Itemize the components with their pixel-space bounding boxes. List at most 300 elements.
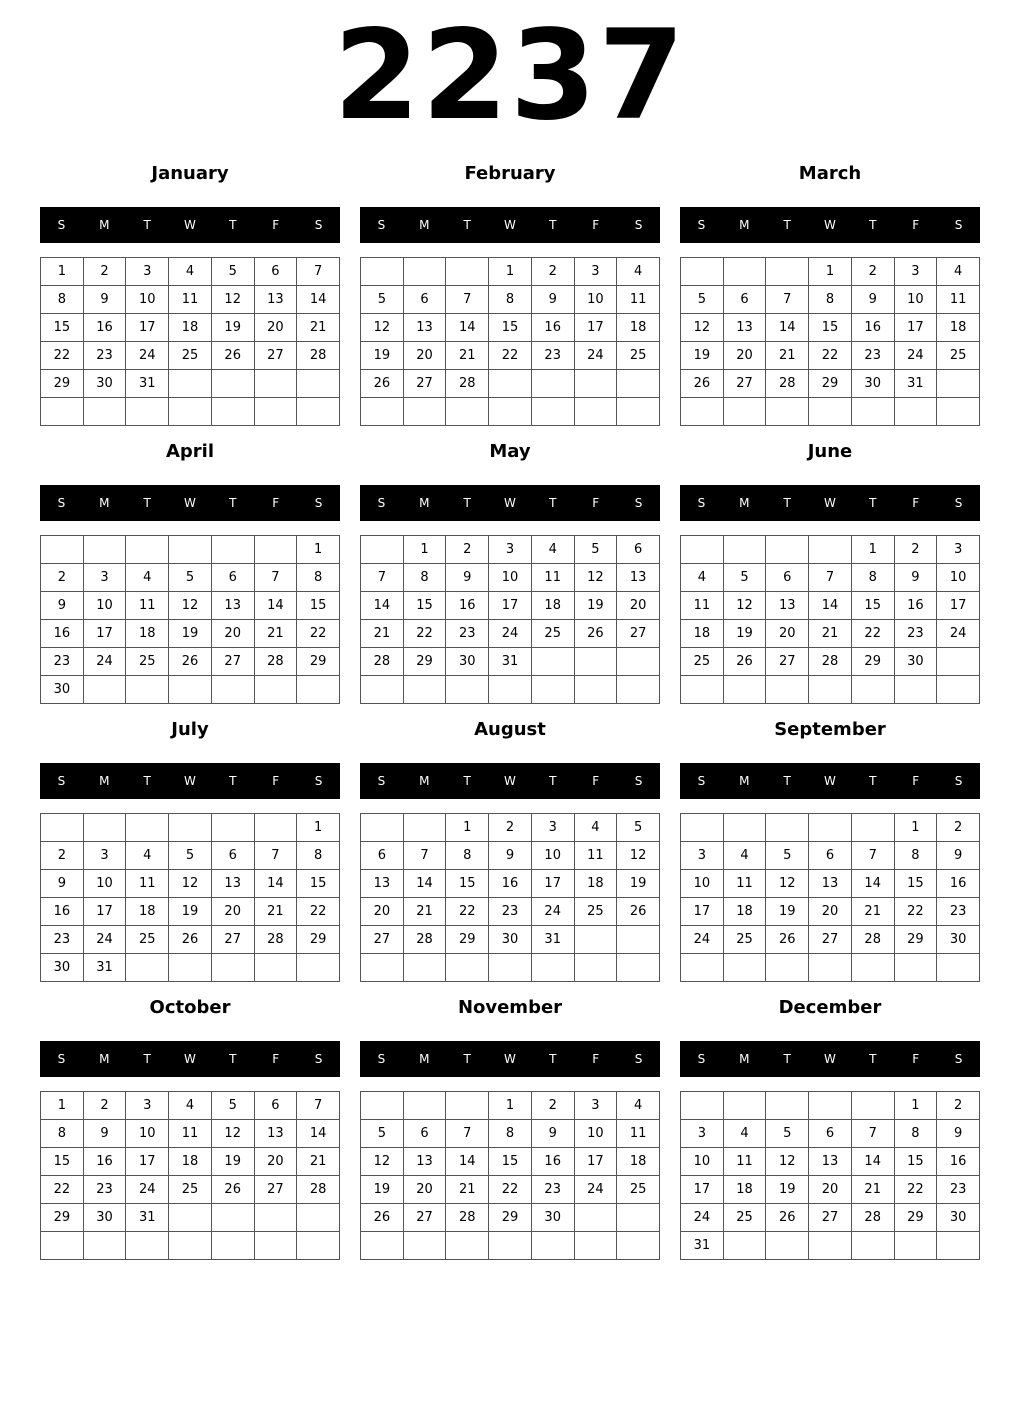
day-cell: 17 bbox=[84, 898, 127, 926]
year-title: 2237 bbox=[333, 4, 687, 148]
day-cell: 27 bbox=[404, 370, 447, 398]
day-cell: 7 bbox=[297, 1092, 340, 1120]
empty-cell bbox=[84, 536, 127, 564]
empty-cell bbox=[852, 1232, 895, 1260]
day-grid bbox=[40, 1091, 340, 1260]
weekday-label: T bbox=[549, 218, 557, 232]
weekday-label: S bbox=[697, 218, 706, 232]
day-cell: 13 bbox=[212, 870, 255, 898]
day-cell: 21 bbox=[852, 898, 895, 926]
weekday-label: W bbox=[824, 218, 836, 232]
day-cell: 5 bbox=[575, 536, 618, 564]
day-cell: 24 bbox=[84, 648, 127, 676]
month-june bbox=[680, 436, 980, 714]
weekday-label: F bbox=[272, 774, 280, 788]
weekday-label: F bbox=[272, 218, 280, 232]
month-march bbox=[680, 158, 980, 436]
weekday-label: T bbox=[143, 218, 151, 232]
day-cell: 2 bbox=[937, 1092, 980, 1120]
day-cell: 17 bbox=[895, 314, 938, 342]
day-cell: 1 bbox=[297, 814, 340, 842]
day-cell: 12 bbox=[617, 842, 660, 870]
day-cell: 7 bbox=[809, 564, 852, 592]
day-cell: 9 bbox=[532, 1120, 575, 1148]
day-cell: 21 bbox=[255, 898, 298, 926]
day-cell: 25 bbox=[724, 926, 767, 954]
month-name: December bbox=[778, 997, 882, 1018]
empty-cell bbox=[617, 1232, 660, 1260]
day-cell: 22 bbox=[41, 1176, 84, 1204]
empty-cell bbox=[766, 398, 809, 426]
day-cell: 29 bbox=[895, 1204, 938, 1232]
day-cell: 12 bbox=[766, 870, 809, 898]
empty-cell bbox=[297, 398, 340, 426]
day-cell: 8 bbox=[489, 1120, 532, 1148]
day-cell: 11 bbox=[724, 1148, 767, 1176]
day-cell: 17 bbox=[532, 870, 575, 898]
empty-cell bbox=[361, 954, 404, 982]
day-grid bbox=[360, 535, 660, 704]
day-cell: 24 bbox=[681, 1204, 724, 1232]
weekday-label: M bbox=[419, 218, 430, 232]
empty-cell bbox=[446, 1092, 489, 1120]
weekday-label: S bbox=[954, 218, 963, 232]
day-cell: 5 bbox=[724, 564, 767, 592]
empty-cell bbox=[169, 1204, 212, 1232]
day-cell: 3 bbox=[895, 258, 938, 286]
day-grid bbox=[360, 1091, 660, 1260]
weekday-label: W bbox=[184, 218, 196, 232]
day-cell: 14 bbox=[852, 1148, 895, 1176]
weekday-label: S bbox=[954, 774, 963, 788]
day-cell: 9 bbox=[937, 1120, 980, 1148]
day-cell: 10 bbox=[532, 842, 575, 870]
day-cell: 8 bbox=[895, 842, 938, 870]
empty-cell bbox=[126, 954, 169, 982]
day-cell: 13 bbox=[361, 870, 404, 898]
empty-cell bbox=[852, 1092, 895, 1120]
empty-cell bbox=[681, 536, 724, 564]
day-cell: 4 bbox=[617, 258, 660, 286]
day-cell: 12 bbox=[212, 286, 255, 314]
weekday-label: M bbox=[739, 774, 750, 788]
day-cell: 14 bbox=[446, 1148, 489, 1176]
empty-cell bbox=[446, 258, 489, 286]
day-grid bbox=[360, 257, 660, 426]
day-cell: 1 bbox=[489, 258, 532, 286]
day-cell: 2 bbox=[937, 814, 980, 842]
day-cell: 29 bbox=[41, 1204, 84, 1232]
day-grid bbox=[40, 257, 340, 426]
day-cell: 18 bbox=[169, 1148, 212, 1176]
day-cell: 9 bbox=[852, 286, 895, 314]
empty-cell bbox=[809, 1232, 852, 1260]
day-cell: 31 bbox=[489, 648, 532, 676]
day-cell: 8 bbox=[446, 842, 489, 870]
empty-cell bbox=[532, 648, 575, 676]
day-cell: 30 bbox=[446, 648, 489, 676]
day-cell: 28 bbox=[446, 1204, 489, 1232]
day-cell: 18 bbox=[724, 898, 767, 926]
day-cell: 29 bbox=[852, 648, 895, 676]
day-cell: 14 bbox=[766, 314, 809, 342]
day-cell: 16 bbox=[41, 620, 84, 648]
weekday-label: S bbox=[954, 496, 963, 510]
day-cell: 3 bbox=[84, 564, 127, 592]
weekday-label: S bbox=[377, 496, 386, 510]
day-cell: 25 bbox=[617, 1176, 660, 1204]
day-cell: 11 bbox=[681, 592, 724, 620]
weekday-header bbox=[680, 207, 980, 243]
empty-cell bbox=[361, 536, 404, 564]
day-cell: 22 bbox=[489, 1176, 532, 1204]
day-cell: 17 bbox=[681, 898, 724, 926]
day-cell: 20 bbox=[766, 620, 809, 648]
empty-cell bbox=[169, 398, 212, 426]
weekday-label: S bbox=[314, 1052, 323, 1066]
weekday-label: W bbox=[184, 496, 196, 510]
empty-cell bbox=[297, 1232, 340, 1260]
day-cell: 5 bbox=[361, 286, 404, 314]
day-cell: 5 bbox=[169, 842, 212, 870]
day-cell: 13 bbox=[404, 314, 447, 342]
month-name: September bbox=[774, 719, 886, 740]
empty-cell bbox=[212, 1204, 255, 1232]
empty-cell bbox=[681, 954, 724, 982]
empty-cell bbox=[724, 398, 767, 426]
day-cell: 26 bbox=[724, 648, 767, 676]
day-cell: 28 bbox=[297, 342, 340, 370]
day-cell: 7 bbox=[361, 564, 404, 592]
day-cell: 10 bbox=[681, 870, 724, 898]
day-cell: 16 bbox=[937, 870, 980, 898]
weekday-label: T bbox=[783, 218, 791, 232]
weekday-label: W bbox=[184, 774, 196, 788]
weekday-label: T bbox=[549, 774, 557, 788]
day-cell: 29 bbox=[489, 1204, 532, 1232]
day-cell: 6 bbox=[255, 1092, 298, 1120]
day-cell: 28 bbox=[361, 648, 404, 676]
empty-cell bbox=[297, 954, 340, 982]
day-cell: 23 bbox=[84, 1176, 127, 1204]
empty-cell bbox=[681, 1092, 724, 1120]
day-cell: 24 bbox=[126, 342, 169, 370]
day-cell: 18 bbox=[532, 592, 575, 620]
empty-cell bbox=[126, 536, 169, 564]
day-cell: 23 bbox=[446, 620, 489, 648]
weekday-label: T bbox=[783, 1052, 791, 1066]
day-cell: 26 bbox=[766, 1204, 809, 1232]
day-cell: 20 bbox=[809, 898, 852, 926]
day-cell: 8 bbox=[809, 286, 852, 314]
day-cell: 1 bbox=[297, 536, 340, 564]
weekday-label: T bbox=[463, 1052, 471, 1066]
empty-cell bbox=[297, 370, 340, 398]
weekday-label: S bbox=[697, 1052, 706, 1066]
weekday-label: T bbox=[549, 496, 557, 510]
empty-cell bbox=[575, 1232, 618, 1260]
day-cell: 19 bbox=[766, 1176, 809, 1204]
day-cell: 8 bbox=[297, 842, 340, 870]
weekday-label: F bbox=[912, 1052, 920, 1066]
day-cell: 3 bbox=[681, 1120, 724, 1148]
day-cell: 25 bbox=[169, 1176, 212, 1204]
day-cell: 3 bbox=[532, 814, 575, 842]
day-cell: 19 bbox=[617, 870, 660, 898]
day-cell: 26 bbox=[169, 926, 212, 954]
day-cell: 30 bbox=[532, 1204, 575, 1232]
weekday-header bbox=[680, 763, 980, 799]
day-cell: 4 bbox=[724, 1120, 767, 1148]
day-cell: 10 bbox=[126, 286, 169, 314]
empty-cell bbox=[297, 676, 340, 704]
weekday-label: M bbox=[419, 496, 430, 510]
empty-cell bbox=[255, 370, 298, 398]
empty-cell bbox=[766, 676, 809, 704]
empty-cell bbox=[852, 954, 895, 982]
weekday-label: T bbox=[229, 218, 237, 232]
day-cell: 11 bbox=[937, 286, 980, 314]
day-cell: 15 bbox=[809, 314, 852, 342]
day-cell: 5 bbox=[681, 286, 724, 314]
empty-cell bbox=[169, 370, 212, 398]
day-cell: 2 bbox=[446, 536, 489, 564]
empty-cell bbox=[617, 954, 660, 982]
empty-cell bbox=[766, 814, 809, 842]
empty-cell bbox=[766, 258, 809, 286]
day-cell: 14 bbox=[255, 592, 298, 620]
empty-cell bbox=[575, 398, 618, 426]
empty-cell bbox=[489, 370, 532, 398]
day-cell: 13 bbox=[809, 870, 852, 898]
day-cell: 23 bbox=[489, 898, 532, 926]
weekday-label: S bbox=[634, 1052, 643, 1066]
weekday-label: F bbox=[592, 218, 600, 232]
weekday-label: T bbox=[229, 774, 237, 788]
day-cell: 30 bbox=[937, 1204, 980, 1232]
day-cell: 20 bbox=[617, 592, 660, 620]
weekday-label: S bbox=[697, 496, 706, 510]
empty-cell bbox=[532, 676, 575, 704]
weekday-header bbox=[680, 1041, 980, 1077]
day-cell: 23 bbox=[532, 1176, 575, 1204]
day-cell: 16 bbox=[895, 592, 938, 620]
day-grid bbox=[680, 535, 980, 704]
day-cell: 2 bbox=[532, 1092, 575, 1120]
day-cell: 27 bbox=[404, 1204, 447, 1232]
day-cell: 2 bbox=[84, 258, 127, 286]
day-cell: 5 bbox=[169, 564, 212, 592]
day-cell: 10 bbox=[84, 592, 127, 620]
weekday-label: W bbox=[504, 1052, 516, 1066]
month-november bbox=[360, 992, 660, 1270]
day-cell: 3 bbox=[681, 842, 724, 870]
day-cell: 27 bbox=[809, 926, 852, 954]
day-cell: 8 bbox=[41, 1120, 84, 1148]
weekday-header bbox=[40, 207, 340, 243]
day-cell: 7 bbox=[852, 842, 895, 870]
empty-cell bbox=[532, 398, 575, 426]
empty-cell bbox=[212, 1232, 255, 1260]
weekday-label: M bbox=[419, 774, 430, 788]
day-cell: 11 bbox=[575, 842, 618, 870]
day-cell: 24 bbox=[681, 926, 724, 954]
day-cell: 3 bbox=[575, 258, 618, 286]
day-cell: 3 bbox=[489, 536, 532, 564]
day-cell: 8 bbox=[852, 564, 895, 592]
empty-cell bbox=[681, 676, 724, 704]
day-cell: 2 bbox=[84, 1092, 127, 1120]
day-cell: 28 bbox=[809, 648, 852, 676]
day-cell: 9 bbox=[41, 592, 84, 620]
day-cell: 15 bbox=[895, 870, 938, 898]
empty-cell bbox=[489, 1232, 532, 1260]
empty-cell bbox=[361, 814, 404, 842]
day-cell: 11 bbox=[532, 564, 575, 592]
day-cell: 15 bbox=[404, 592, 447, 620]
day-cell: 19 bbox=[361, 1176, 404, 1204]
day-cell: 5 bbox=[361, 1120, 404, 1148]
empty-cell bbox=[489, 676, 532, 704]
day-cell: 4 bbox=[617, 1092, 660, 1120]
day-cell: 9 bbox=[532, 286, 575, 314]
day-cell: 30 bbox=[489, 926, 532, 954]
empty-cell bbox=[532, 1232, 575, 1260]
day-cell: 6 bbox=[212, 564, 255, 592]
day-cell: 4 bbox=[575, 814, 618, 842]
day-cell: 2 bbox=[895, 536, 938, 564]
day-cell: 23 bbox=[937, 1176, 980, 1204]
empty-cell bbox=[126, 1232, 169, 1260]
empty-cell bbox=[489, 954, 532, 982]
month-february bbox=[360, 158, 660, 436]
empty-cell bbox=[575, 926, 618, 954]
day-cell: 5 bbox=[766, 1120, 809, 1148]
day-cell: 9 bbox=[489, 842, 532, 870]
day-cell: 28 bbox=[852, 1204, 895, 1232]
day-cell: 28 bbox=[446, 370, 489, 398]
empty-cell bbox=[724, 954, 767, 982]
day-cell: 24 bbox=[895, 342, 938, 370]
empty-cell bbox=[169, 1232, 212, 1260]
day-cell: 24 bbox=[575, 1176, 618, 1204]
day-cell: 18 bbox=[681, 620, 724, 648]
day-cell: 28 bbox=[766, 370, 809, 398]
day-cell: 13 bbox=[724, 314, 767, 342]
day-cell: 1 bbox=[489, 1092, 532, 1120]
day-cell: 1 bbox=[404, 536, 447, 564]
day-cell: 30 bbox=[84, 370, 127, 398]
weekday-label: F bbox=[272, 1052, 280, 1066]
day-cell: 8 bbox=[41, 286, 84, 314]
weekday-label: S bbox=[634, 218, 643, 232]
empty-cell bbox=[489, 398, 532, 426]
empty-cell bbox=[895, 398, 938, 426]
empty-cell bbox=[937, 370, 980, 398]
day-cell: 12 bbox=[724, 592, 767, 620]
day-cell: 3 bbox=[126, 1092, 169, 1120]
month-september bbox=[680, 714, 980, 992]
weekday-label: M bbox=[99, 1052, 110, 1066]
weekday-label: T bbox=[143, 496, 151, 510]
weekday-label: S bbox=[314, 774, 323, 788]
day-cell: 28 bbox=[255, 926, 298, 954]
day-cell: 12 bbox=[361, 314, 404, 342]
day-cell: 26 bbox=[361, 1204, 404, 1232]
empty-cell bbox=[126, 676, 169, 704]
day-grid bbox=[680, 813, 980, 982]
weekday-label: S bbox=[634, 496, 643, 510]
day-cell: 16 bbox=[41, 898, 84, 926]
day-cell: 2 bbox=[532, 258, 575, 286]
empty-cell bbox=[809, 676, 852, 704]
day-cell: 18 bbox=[126, 898, 169, 926]
day-cell: 9 bbox=[84, 1120, 127, 1148]
day-cell: 31 bbox=[84, 954, 127, 982]
day-cell: 17 bbox=[937, 592, 980, 620]
day-cell: 4 bbox=[937, 258, 980, 286]
empty-cell bbox=[84, 1232, 127, 1260]
empty-cell bbox=[212, 536, 255, 564]
day-cell: 22 bbox=[809, 342, 852, 370]
day-cell: 18 bbox=[937, 314, 980, 342]
day-cell: 10 bbox=[84, 870, 127, 898]
weekday-label: W bbox=[824, 1052, 836, 1066]
day-cell: 12 bbox=[575, 564, 618, 592]
empty-cell bbox=[84, 676, 127, 704]
empty-cell bbox=[446, 954, 489, 982]
day-cell: 27 bbox=[361, 926, 404, 954]
empty-cell bbox=[212, 398, 255, 426]
day-cell: 16 bbox=[937, 1148, 980, 1176]
empty-cell bbox=[617, 926, 660, 954]
day-cell: 30 bbox=[84, 1204, 127, 1232]
day-grid bbox=[360, 813, 660, 982]
day-cell: 7 bbox=[255, 564, 298, 592]
day-cell: 6 bbox=[212, 842, 255, 870]
day-cell: 17 bbox=[84, 620, 127, 648]
day-cell: 22 bbox=[489, 342, 532, 370]
empty-cell bbox=[446, 398, 489, 426]
month-name: November bbox=[457, 997, 563, 1018]
empty-cell bbox=[212, 370, 255, 398]
day-cell: 23 bbox=[852, 342, 895, 370]
empty-cell bbox=[84, 814, 127, 842]
day-cell: 27 bbox=[766, 648, 809, 676]
day-cell: 21 bbox=[404, 898, 447, 926]
day-cell: 9 bbox=[41, 870, 84, 898]
month-name: February bbox=[464, 163, 556, 184]
day-cell: 21 bbox=[297, 314, 340, 342]
day-cell: 26 bbox=[681, 370, 724, 398]
day-cell: 14 bbox=[404, 870, 447, 898]
day-cell: 17 bbox=[681, 1176, 724, 1204]
empty-cell bbox=[852, 814, 895, 842]
empty-cell bbox=[575, 648, 618, 676]
day-cell: 1 bbox=[41, 258, 84, 286]
empty-cell bbox=[404, 954, 447, 982]
weekday-label: S bbox=[57, 218, 66, 232]
empty-cell bbox=[297, 1204, 340, 1232]
day-cell: 22 bbox=[852, 620, 895, 648]
day-cell: 3 bbox=[84, 842, 127, 870]
weekday-label: M bbox=[99, 774, 110, 788]
empty-cell bbox=[255, 676, 298, 704]
day-cell: 30 bbox=[895, 648, 938, 676]
day-cell: 17 bbox=[489, 592, 532, 620]
day-cell: 25 bbox=[617, 342, 660, 370]
day-cell: 7 bbox=[446, 1120, 489, 1148]
